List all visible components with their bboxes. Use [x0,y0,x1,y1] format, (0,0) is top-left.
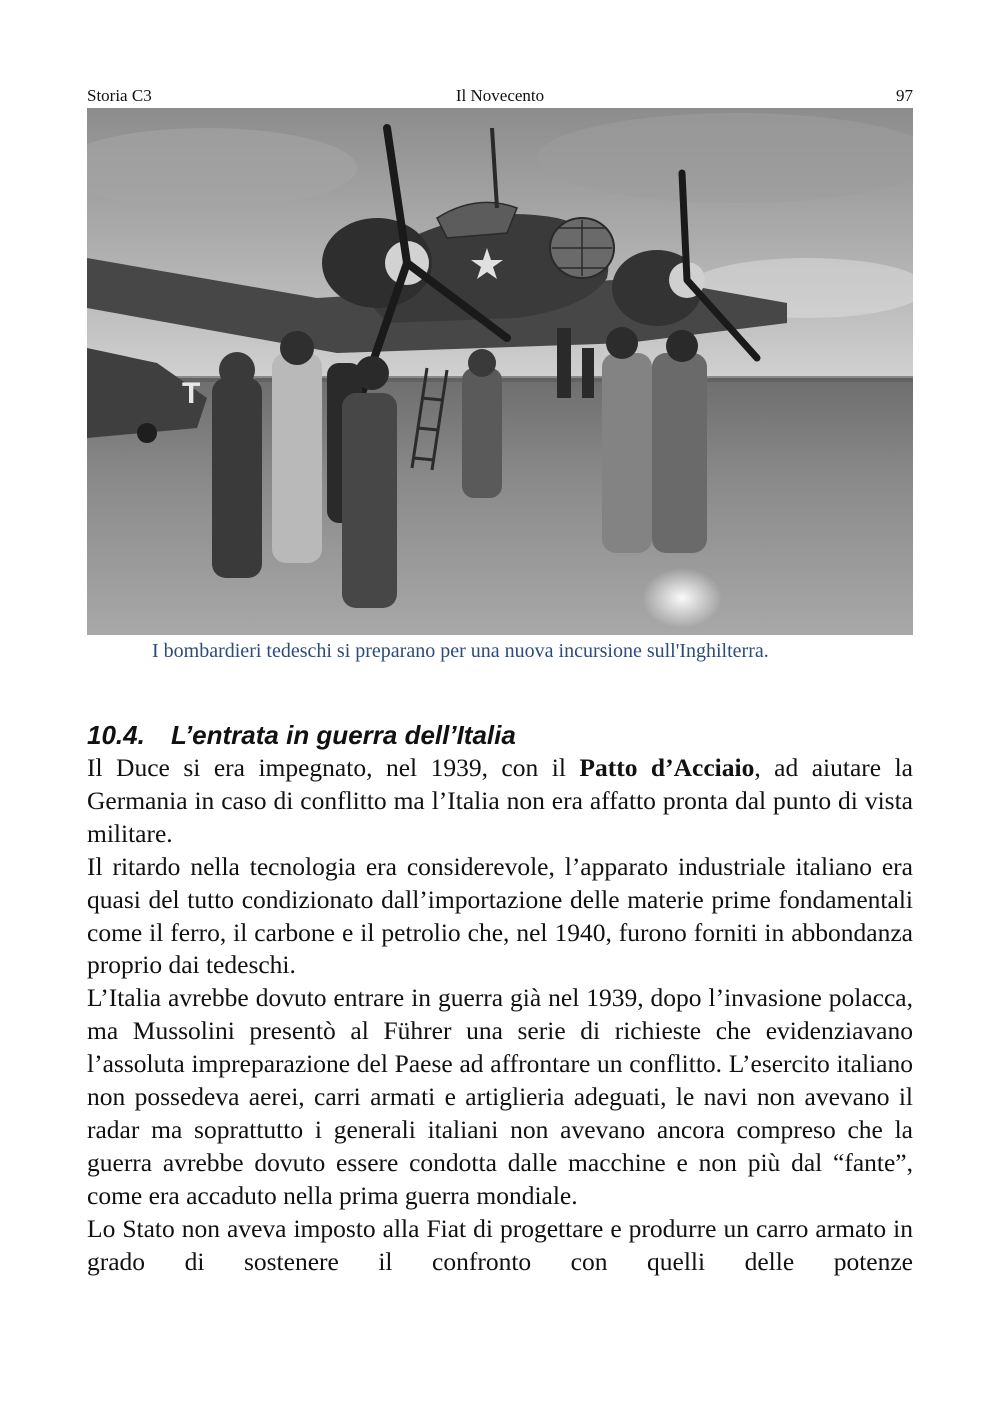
section-heading [87,718,913,752]
running-header [87,84,913,108]
paragraph-4: Lo Stato non aveva imposto alla Fiat di progettare e produrre un carro armato in grado di sostenere il confronto con quelli delle potenze [87,1213,913,1276]
bomber-photo [87,108,913,635]
header-book-title: Storia C3 [87,86,152,105]
body-text [87,752,913,1279]
section-number: 10.4. [87,720,145,750]
svg-text:T: T [182,377,201,410]
paragraph-1 [87,752,913,851]
bomber-photo-illustration [87,108,913,635]
figure-caption: I bombardieri tedeschi si preparano per una nuova incursione sull'Inghilterra. [152,640,769,662]
paragraph-1-intro: Il Duce si era impegnato, nel 1939, con il [87,753,580,782]
paragraph-3: L’Italia avrebbe dovuto entrare in guerra già nel 1939, dopo l’invasione polacca, ma Mussolini presentò al Führer una serie di richieste che evidenziavano l’assoluta impreparazione del Paese ad affrontare un conflitto. L’esercito italiano non possedeva aerei, carri armati e artiglieria adeguati, le navi non avevano il radar ma soprattutto i generali italiani non avevano ancora compreso che la guerra avrebbe dovuto essere condotta dalle macchine e non più dal “fante”, come era accaduto nella prima guerra mondiale. [87,983,913,1210]
header-chapter-title: Il Novecento [455,86,545,105]
section-title-text: L’entrata in guerra dell’Italia [171,720,516,750]
paragraph-1-rest: , ad aiutare la Germania in caso di conflitto ma l’Italia non era affatto pronta dal punto di vista militare. [87,753,913,848]
patto-acciaio-term: Patto d’Acciaio [579,753,755,782]
page-number: 97 [896,86,913,105]
paragraph-2: Il ritardo nella tecnologia era considerevole, l’apparato industriale italiano era quasi del tutto condizionato dall’importazione delle materie prime fondamentali come il ferro, il carbone e il petrolio che, nel 1940, furono forniti in abbondanza proprio dai tedeschi. [87,851,913,980]
